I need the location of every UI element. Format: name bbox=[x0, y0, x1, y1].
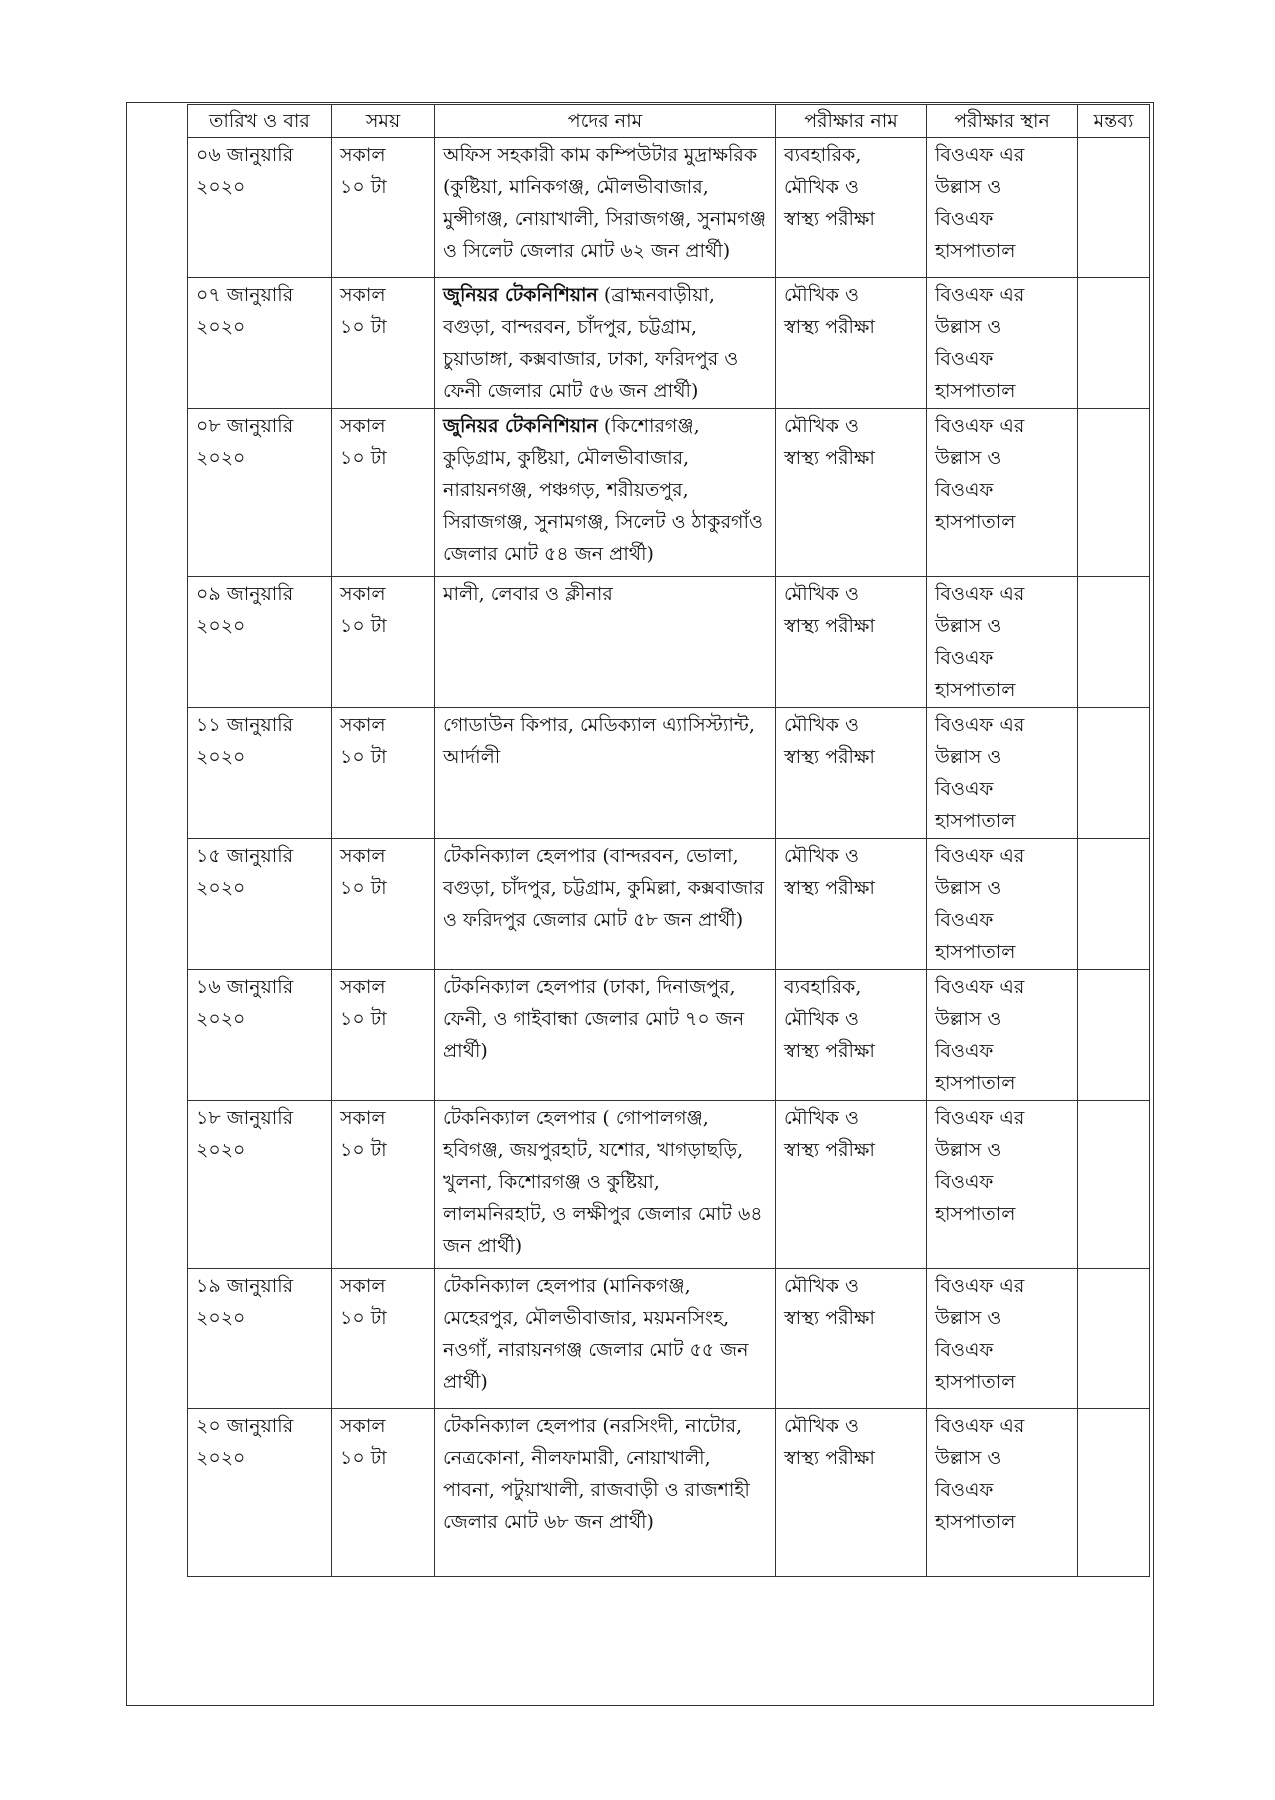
venue-cell bbox=[927, 138, 1078, 278]
venue-cell bbox=[927, 839, 1078, 970]
date-cell bbox=[188, 278, 332, 409]
venue-cell-line: বিওএফ এর bbox=[935, 976, 1025, 998]
exam-cell-line: মৌখিক ও bbox=[784, 1008, 859, 1030]
date-cell-line: ২০২০ bbox=[196, 447, 246, 469]
remarks-cell bbox=[1078, 970, 1150, 1101]
time-cell bbox=[332, 1409, 435, 1577]
date-cell-line: ০৮ জানুয়ারি bbox=[196, 415, 294, 437]
time-cell-line: সকাল bbox=[340, 284, 386, 306]
remarks-cell bbox=[1078, 278, 1150, 409]
time-cell-line: ১০ টা bbox=[340, 176, 387, 198]
venue-cell-line: বিওএফ bbox=[935, 348, 994, 370]
post-text: (ব্রাহ্মনবাড়ীয়া, বগুড়া, বান্দরবন, চাঁদপুর, চট্টগ্রাম, চুয়াডাঙ্গা, কক্সবাজার, ঢাকা, ফরিদপুর ও ফেনী জেলার মোট ৫৬ জন প্রার্থী) bbox=[443, 284, 739, 402]
venue-cell-line: উল্লাস ও bbox=[935, 1008, 1002, 1030]
header-post: পদের নাম bbox=[435, 105, 776, 138]
remarks-cell bbox=[1078, 1101, 1150, 1269]
time-cell-line: ১০ টা bbox=[340, 1139, 387, 1161]
header-date: তারিখ ও বার bbox=[188, 105, 332, 138]
post-cell bbox=[435, 409, 776, 577]
venue-cell-line: উল্লাস ও bbox=[935, 746, 1002, 768]
venue-cell-line: বিওএফ bbox=[935, 909, 994, 931]
exam-cell-line: স্বাস্থ্য পরীক্ষা bbox=[784, 447, 875, 469]
table-row bbox=[188, 708, 1150, 839]
venue-cell-line: উল্লাস ও bbox=[935, 316, 1002, 338]
remarks-cell bbox=[1078, 708, 1150, 839]
venue-cell bbox=[927, 1409, 1078, 1577]
venue-cell-line: উল্লাস ও bbox=[935, 1307, 1002, 1329]
date-cell bbox=[188, 138, 332, 278]
post-cell bbox=[435, 1409, 776, 1577]
venue-cell-line: বিওএফ bbox=[935, 1040, 994, 1062]
exam-cell bbox=[776, 708, 927, 839]
time-cell-line: ১০ টা bbox=[340, 447, 387, 469]
venue-cell-line: উল্লাস ও bbox=[935, 1139, 1002, 1161]
table-row bbox=[188, 1269, 1150, 1409]
exam-cell-line: মৌখিক ও bbox=[784, 1107, 859, 1129]
venue-cell bbox=[927, 577, 1078, 708]
date-cell-line: ২০২০ bbox=[196, 1307, 246, 1329]
venue-cell-line: হাসপাতাল bbox=[935, 240, 1016, 262]
post-cell bbox=[435, 1269, 776, 1409]
exam-cell bbox=[776, 839, 927, 970]
venue-cell-line: উল্লাস ও bbox=[935, 615, 1002, 637]
post-title-bold: জুনিয়র টেকনিশিয়ান bbox=[443, 284, 598, 306]
venue-cell-line: হাসপাতাল bbox=[935, 1511, 1016, 1533]
venue-cell-line: বিওএফ এর bbox=[935, 1107, 1025, 1129]
time-cell-line: সকাল bbox=[340, 1415, 386, 1437]
post-text: টেকনিক্যাল হেলপার (নরসিংদী, নাটোর, নেত্রকোনা, নীলফামারী, নোয়াখালী, পাবনা, পটুয়াখালী, রাজবাড়ী ও রাজশাহী জেলার মোট ৬৮ জন প্রার্থী) bbox=[443, 1415, 750, 1533]
exam-cell bbox=[776, 1409, 927, 1577]
exam-cell bbox=[776, 1101, 927, 1269]
remarks-cell bbox=[1078, 409, 1150, 577]
date-cell-line: ১৫ জানুয়ারি bbox=[196, 845, 294, 867]
venue-cell-line: বিওএফ bbox=[935, 1479, 994, 1501]
date-cell-line: ২০ জানুয়ারি bbox=[196, 1415, 294, 1437]
post-title-bold: জুনিয়র টেকনিশিয়ান bbox=[443, 415, 598, 437]
exam-cell-line: মৌখিক ও bbox=[784, 583, 859, 605]
exam-cell bbox=[776, 577, 927, 708]
exam-cell bbox=[776, 409, 927, 577]
time-cell bbox=[332, 839, 435, 970]
header-exam: পরীক্ষার নাম bbox=[776, 105, 927, 138]
header-time: সময় bbox=[332, 105, 435, 138]
table-row bbox=[188, 138, 1150, 278]
post-text: টেকনিক্যাল হেলপার (মানিকগঞ্জ, মেহেরপুর, মৌলভীবাজার, ময়মনসিংহ, নওগাঁ, নারায়নগঞ্জ জেলার মোট ৫৫ জন প্রার্থী) bbox=[443, 1275, 749, 1393]
date-cell-line: ২০২০ bbox=[196, 176, 246, 198]
exam-cell-line: ব্যবহারিক, bbox=[784, 144, 862, 166]
exam-cell-line: মৌখিক ও bbox=[784, 1275, 859, 1297]
date-cell bbox=[188, 409, 332, 577]
venue-cell-line: বিওএফ এর bbox=[935, 845, 1025, 867]
date-cell bbox=[188, 708, 332, 839]
exam-cell bbox=[776, 138, 927, 278]
post-text: গোডাউন কিপার, মেডিক্যাল এ্যাসিস্ট্যান্ট, আর্দালী bbox=[443, 714, 755, 768]
exam-cell-line: স্বাস্থ্য পরীক্ষা bbox=[784, 746, 875, 768]
exam-cell-line: স্বাস্থ্য পরীক্ষা bbox=[784, 1040, 875, 1062]
venue-cell-line: হাসপাতাল bbox=[935, 380, 1016, 402]
date-cell-line: ০৬ জানুয়ারি bbox=[196, 144, 294, 166]
date-cell-line: ২০২০ bbox=[196, 1139, 246, 1161]
table-row bbox=[188, 278, 1150, 409]
date-cell-line: ২০২০ bbox=[196, 746, 246, 768]
time-cell-line: ১০ টা bbox=[340, 1447, 387, 1469]
date-cell-line: ১১ জানুয়ারি bbox=[196, 714, 294, 736]
remarks-cell bbox=[1078, 138, 1150, 278]
time-cell-line: সকাল bbox=[340, 415, 386, 437]
exam-cell-line: স্বাস্থ্য পরীক্ষা bbox=[784, 1139, 875, 1161]
venue-cell-line: হাসপাতাল bbox=[935, 1371, 1016, 1393]
time-cell bbox=[332, 278, 435, 409]
remarks-cell bbox=[1078, 839, 1150, 970]
venue-cell-line: হাসপাতাল bbox=[935, 511, 1016, 533]
venue-cell bbox=[927, 409, 1078, 577]
venue-cell-line: বিওএফ এর bbox=[935, 284, 1025, 306]
date-cell-line: ২০২০ bbox=[196, 1008, 246, 1030]
post-text: মালী, লেবার ও ক্লীনার bbox=[443, 583, 613, 605]
remarks-cell bbox=[1078, 577, 1150, 708]
exam-cell-line: স্বাস্থ্য পরীক্ষা bbox=[784, 615, 875, 637]
venue-cell-line: উল্লাস ও bbox=[935, 447, 1002, 469]
date-cell-line: ০৭ জানুয়ারি bbox=[196, 284, 294, 306]
remarks-cell bbox=[1078, 1409, 1150, 1577]
time-cell bbox=[332, 577, 435, 708]
venue-cell-line: বিওএফ bbox=[935, 647, 994, 669]
venue-cell-line: উল্লাস ও bbox=[935, 176, 1002, 198]
time-cell-line: ১০ টা bbox=[340, 1307, 387, 1329]
time-cell-line: সকাল bbox=[340, 1275, 386, 1297]
venue-cell-line: হাসপাতাল bbox=[935, 941, 1016, 963]
venue-cell-line: হাসপাতাল bbox=[935, 1072, 1016, 1094]
exam-cell-line: স্বাস্থ্য পরীক্ষা bbox=[784, 1447, 875, 1469]
date-cell-line: ২০২০ bbox=[196, 615, 246, 637]
post-text: টেকনিক্যাল হেলপার ( গোপালগঞ্জ, হবিগঞ্জ, জয়পুরহাট, যশোর, খাগড়াছড়ি, খুলনা, কিশোরগঞ্জ ও কুষ্টিয়া, লালমনিরহাট, ও লক্ষীপুর জেলার মোট ৬৪ জন প্রার্থী) bbox=[443, 1107, 763, 1257]
time-cell-line: সকাল bbox=[340, 845, 386, 867]
post-text: (কিশোরগঞ্জ, কুড়িগ্রাম, কুষ্টিয়া, মৌলভীবাজার, নারায়নগঞ্জ, পঞ্চগড়, শরীয়তপুর, সিরাজগঞ্জ, সুনামগঞ্জ, সিলেট ও ঠাকুরগাঁও জেলার মোট ৫৪ জন প্রার্থী) bbox=[443, 415, 763, 565]
date-cell bbox=[188, 970, 332, 1101]
date-cell-line: ২০২০ bbox=[196, 316, 246, 338]
venue-cell-line: হাসপাতাল bbox=[935, 1203, 1016, 1225]
table-row bbox=[188, 577, 1150, 708]
date-cell bbox=[188, 839, 332, 970]
venue-cell-line: বিওএফ এর bbox=[935, 144, 1025, 166]
date-cell-line: ১৮ জানুয়ারি bbox=[196, 1107, 294, 1129]
post-text: অফিস সহকারী কাম কম্পিউটার মুদ্রাক্ষরিক (কুষ্টিয়া, মানিকগঞ্জ, মৌলভীবাজার, মুন্সীগঞ্জ, নোয়াখালী, সিরাজগঞ্জ, সুনামগঞ্জ ও সিলেট জেলার মোট ৬২ জন প্রার্থী) bbox=[443, 144, 766, 262]
time-cell bbox=[332, 1269, 435, 1409]
exam-cell-line: মৌখিক ও bbox=[784, 176, 859, 198]
time-cell bbox=[332, 970, 435, 1101]
header-venue: পরীক্ষার স্থান bbox=[927, 105, 1078, 138]
venue-cell-line: উল্লাস ও bbox=[935, 1447, 1002, 1469]
exam-cell-line: মৌখিক ও bbox=[784, 1415, 859, 1437]
time-cell bbox=[332, 138, 435, 278]
remarks-cell bbox=[1078, 1269, 1150, 1409]
time-cell-line: সকাল bbox=[340, 144, 386, 166]
venue-cell-line: বিওএফ bbox=[935, 479, 994, 501]
table-header bbox=[188, 105, 1150, 138]
exam-cell-line: স্বাস্থ্য পরীক্ষা bbox=[784, 208, 875, 230]
date-cell-line: ১৬ জানুয়ারি bbox=[196, 976, 294, 998]
time-cell bbox=[332, 409, 435, 577]
venue-cell-line: হাসপাতাল bbox=[935, 810, 1016, 832]
venue-cell-line: হাসপাতাল bbox=[935, 679, 1016, 701]
venue-cell-line: বিওএফ এর bbox=[935, 415, 1025, 437]
venue-cell bbox=[927, 1269, 1078, 1409]
date-cell bbox=[188, 1409, 332, 1577]
time-cell bbox=[332, 708, 435, 839]
time-cell-line: ১০ টা bbox=[340, 877, 387, 899]
exam-cell-line: মৌখিক ও bbox=[784, 845, 859, 867]
table-row bbox=[188, 1101, 1150, 1269]
venue-cell-line: বিওএফ এর bbox=[935, 1275, 1025, 1297]
date-cell bbox=[188, 1269, 332, 1409]
post-cell bbox=[435, 839, 776, 970]
venue-cell-line: বিওএফ bbox=[935, 1339, 994, 1361]
exam-cell bbox=[776, 1269, 927, 1409]
post-cell bbox=[435, 138, 776, 278]
post-cell bbox=[435, 1101, 776, 1269]
table-row bbox=[188, 839, 1150, 970]
exam-cell-line: স্বাস্থ্য পরীক্ষা bbox=[784, 316, 875, 338]
post-cell bbox=[435, 970, 776, 1101]
table-row bbox=[188, 970, 1150, 1101]
date-cell-line: ২০২০ bbox=[196, 877, 246, 899]
venue-cell-line: বিওএফ এর bbox=[935, 1415, 1025, 1437]
time-cell-line: সকাল bbox=[340, 976, 386, 998]
exam-cell-line: স্বাস্থ্য পরীক্ষা bbox=[784, 877, 875, 899]
date-cell-line: ১৯ জানুয়ারি bbox=[196, 1275, 294, 1297]
time-cell bbox=[332, 1101, 435, 1269]
header-remarks: মন্তব্য bbox=[1078, 105, 1150, 138]
exam-cell-line: মৌখিক ও bbox=[784, 415, 859, 437]
post-cell bbox=[435, 577, 776, 708]
time-cell-line: সকাল bbox=[340, 583, 386, 605]
time-cell-line: সকাল bbox=[340, 1107, 386, 1129]
venue-cell bbox=[927, 1101, 1078, 1269]
venue-cell bbox=[927, 278, 1078, 409]
date-cell bbox=[188, 1101, 332, 1269]
exam-cell-line: ব্যবহারিক, bbox=[784, 976, 862, 998]
venue-cell-line: উল্লাস ও bbox=[935, 877, 1002, 899]
table-row bbox=[188, 1409, 1150, 1577]
venue-cell-line: বিওএফ bbox=[935, 1171, 994, 1193]
venue-cell bbox=[927, 970, 1078, 1101]
exam-cell-line: মৌখিক ও bbox=[784, 714, 859, 736]
post-text: টেকনিক্যাল হেলপার (ঢাকা, দিনাজপুর, ফেনী, ও গাইবান্ধা জেলার মোট ৭০ জন প্রার্থী) bbox=[443, 976, 745, 1062]
time-cell-line: ১০ টা bbox=[340, 746, 387, 768]
exam-cell bbox=[776, 278, 927, 409]
venue-cell-line: বিওএফ এর bbox=[935, 583, 1025, 605]
date-cell bbox=[188, 577, 332, 708]
time-cell-line: ১০ টা bbox=[340, 316, 387, 338]
date-cell-line: ০৯ জানুয়ারি bbox=[196, 583, 294, 605]
time-cell-line: সকাল bbox=[340, 714, 386, 736]
venue-cell-line: বিওএফ এর bbox=[935, 714, 1025, 736]
exam-cell-line: মৌখিক ও bbox=[784, 284, 859, 306]
post-cell bbox=[435, 708, 776, 839]
venue-cell-line: বিওএফ bbox=[935, 208, 994, 230]
date-cell-line: ২০২০ bbox=[196, 1447, 246, 1469]
table-body bbox=[188, 138, 1150, 1577]
exam-schedule-table bbox=[187, 104, 1150, 1577]
table-row bbox=[188, 409, 1150, 577]
time-cell-line: ১০ টা bbox=[340, 1008, 387, 1030]
exam-cell-line: স্বাস্থ্য পরীক্ষা bbox=[784, 1307, 875, 1329]
post-cell bbox=[435, 278, 776, 409]
venue-cell bbox=[927, 708, 1078, 839]
venue-cell-line: বিওএফ bbox=[935, 778, 994, 800]
exam-cell bbox=[776, 970, 927, 1101]
time-cell-line: ১০ টা bbox=[340, 615, 387, 637]
post-text: টেকনিক্যাল হেলপার (বান্দরবন, ভোলা, বগুড়া, চাঁদপুর, চট্টগ্রাম, কুমিল্লা, কক্সবাজার ও ফরিদপুর জেলার মোট ৫৮ জন প্রার্থী) bbox=[443, 845, 765, 931]
